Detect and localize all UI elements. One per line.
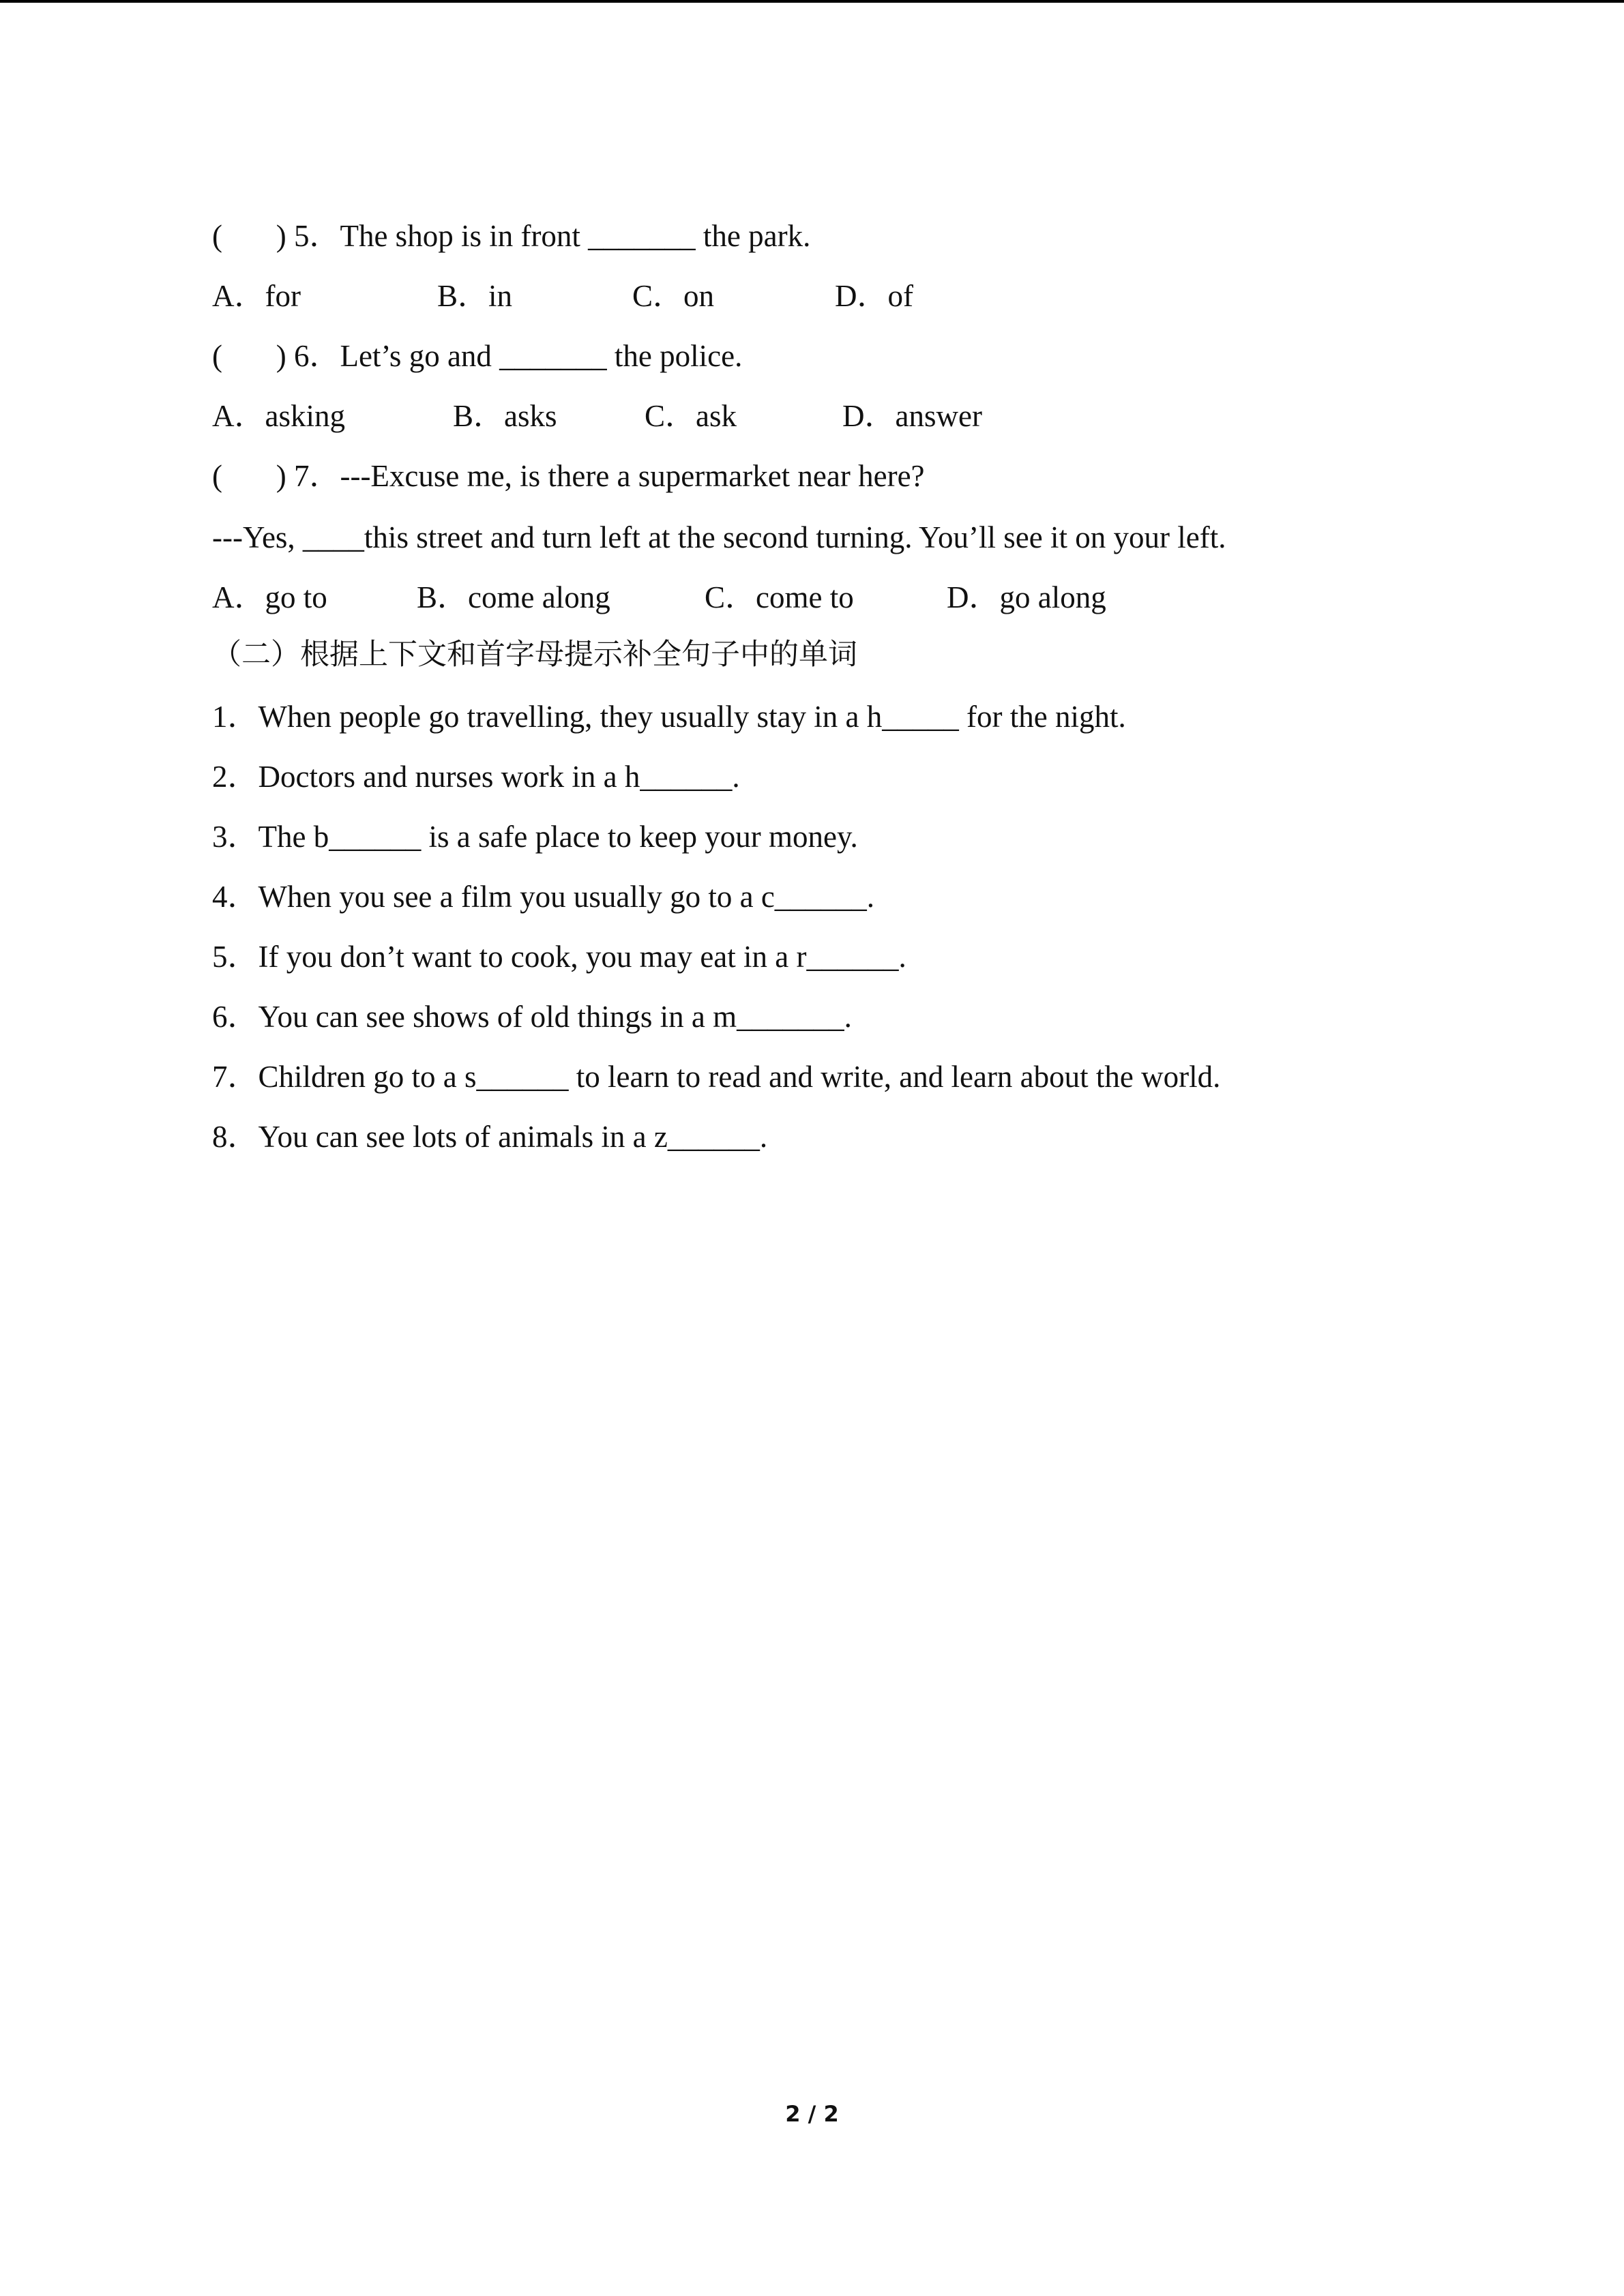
question-7-stem: ( ) 7．---Excuse me, is there a supermarket near here? — [212, 459, 925, 493]
question-7-option-b: B．come along — [417, 580, 610, 614]
question-5-option-a: A．for — [212, 279, 301, 313]
question-5-option-b: B．in — [437, 279, 513, 313]
fill-item-6: 6．You can see shows of old things in a m_______. — [212, 1000, 852, 1034]
question-7-reply: ---Yes, ____this street and turn left at the second turning. You’ll see it on your left. — [212, 520, 1226, 554]
fill-item-5: 5．If you don’t want to cook, you may eat in a r______. — [212, 940, 906, 974]
fill-item-7: 7．Children go to a s______ to learn to read and write, and learn about the world. — [212, 1060, 1221, 1094]
page-top-border — [0, 0, 1624, 3]
fill-item-8: 8．You can see lots of animals in a z______. — [212, 1120, 768, 1154]
question-5-stem: ( ) 5．The shop is in front _______ the park. — [212, 219, 811, 253]
question-6-option-c: C．ask — [645, 399, 737, 433]
question-5-option-c: C．on — [632, 279, 715, 313]
question-6-option-b: B．asks — [453, 399, 557, 433]
question-6-stem: ( ) 6．Let’s go and _______ the police. — [212, 339, 743, 373]
fill-item-1: 1．When people go travelling, they usually stay in a h_____ for the night. — [212, 700, 1126, 734]
question-7-option-d: D．go along — [947, 580, 1106, 614]
question-7-option-c: C．come to — [705, 580, 854, 614]
question-5-option-d: D．of — [835, 279, 913, 313]
question-6-option-d: D．answer — [842, 399, 982, 433]
fill-item-3: 3．The b______ is a safe place to keep your money. — [212, 820, 858, 854]
fill-item-2: 2．Doctors and nurses work in a h______. — [212, 760, 740, 794]
question-6-option-a: A．asking — [212, 399, 345, 433]
question-7-option-a: A．go to — [212, 580, 327, 614]
section-2-heading: （二）根据上下文和首字母提示补全句子中的单词 — [212, 638, 857, 672]
fill-item-4: 4．When you see a film you usually go to a c______. — [212, 880, 875, 914]
page-number: 2 / 2 — [785, 2101, 839, 2127]
